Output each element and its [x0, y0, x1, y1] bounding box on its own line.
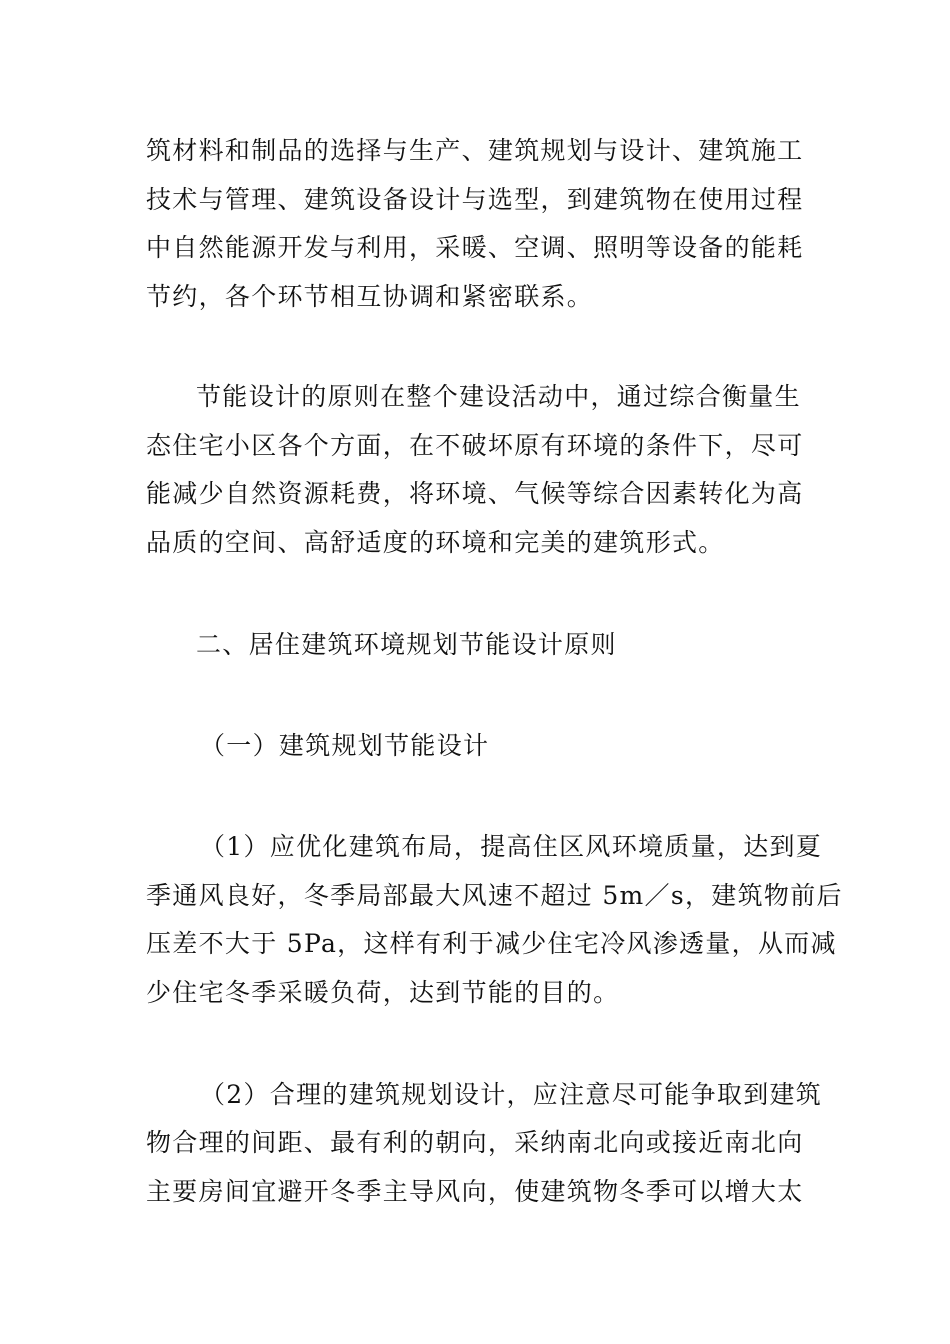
paragraph-3-line-4: 少住宅冬季采暖负荷，达到节能的目的。: [146, 978, 620, 1007]
paragraph-4-line-1: （2）合理的建筑规划设计，应注意尽可能争取到建筑: [200, 1080, 823, 1109]
paragraph-4-line-2: 物合理的间距、最有利的朝向，采纳南北向或接近南北向: [146, 1128, 804, 1157]
paragraph-2-line-3: 能减少自然资源耗费，将环境、气候等综合因素转化为高: [146, 479, 804, 508]
paragraph-2-line-4: 品质的空间、高舒适度的环境和完美的建筑形式。: [146, 528, 725, 557]
section-heading: 二、居住建筑环境规划节能设计原则: [196, 630, 617, 659]
paragraph-3-line-1: （1）应优化建筑布局，提高住区风环境质量，达到夏: [200, 832, 823, 861]
paragraph-1-line-2: 技术与管理、建筑设备设计与选型，到建筑物在使用过程: [146, 185, 804, 214]
paragraph-1-line-4: 节约，各个环节相互协调和紧密联系。: [146, 282, 594, 311]
paragraph-1-line-3: 中自然能源开发与利用，采暖、空调、照明等设备的能耗: [146, 233, 804, 262]
paragraph-2-line-1: 节能设计的原则在整个建设活动中，通过综合衡量生: [196, 382, 801, 411]
paragraph-3-line-3: 压差不大于 5Pa，这样有利于减少住宅冷风渗透量，从而减: [146, 929, 837, 958]
paragraph-1-line-1: 筑材料和制品的选择与生产、建筑规划与设计、建筑施工: [146, 136, 804, 165]
paragraph-3-line-2: 季通风良好，冬季局部最大风速不超过 5m／s，建筑物前后: [146, 881, 843, 910]
paragraph-2-line-2: 态住宅小区各个方面，在不破坏原有环境的条件下，尽可: [146, 431, 804, 460]
subsection-heading: （一）建筑规划节能设计: [200, 731, 490, 760]
paragraph-4-line-3: 主要房间宜避开冬季主导风向，使建筑物冬季可以增大太: [146, 1177, 804, 1206]
